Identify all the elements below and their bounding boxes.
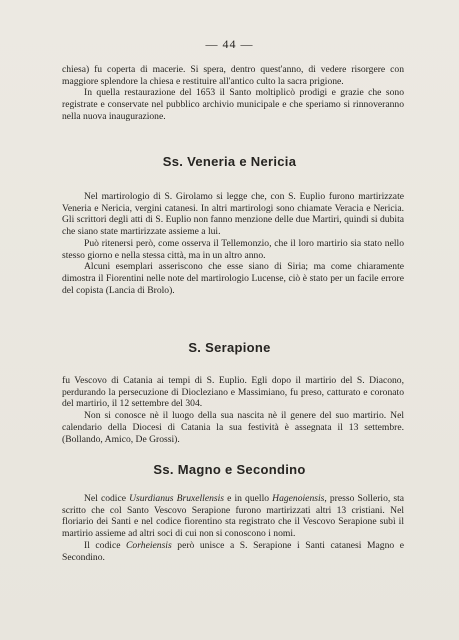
text-run: e in quello	[224, 493, 273, 504]
text-block-veneria-nericia	[62, 191, 404, 296]
paragraph: chiesa) fu coperta di macerie. Si spera, dentro quest'anno, di vedere risorgere con maggiore splendore la chiesa e restituire all'antico culto la sacra prigione.	[62, 64, 404, 87]
page-number: — 44 —	[205, 37, 254, 51]
paragraph: Alcuni esemplari asseriscono che esse siano di Siria; ma come chiaramente dimostra il Fiorentini nelle note del martirologio Lucense, ciò è stato per un facile errore del copista (Lancia di Brolo).	[62, 261, 404, 296]
paragraph: fu Vescovo di Catania ai tempi di S. Euplio. Egli dopo il martirio del S. Diacono, perdurando la persecuzione di Diocleziano e Massimiano, fu preso, catturato e coronato del martirio, il 12 settembre del 304.	[62, 375, 404, 410]
paragraph	[62, 540, 404, 563]
text-run: Nel codice	[84, 493, 130, 504]
section-heading-magno-secondino: Ss. Magno e Secondino	[153, 462, 306, 477]
section-heading-serapione: S. Serapione	[188, 340, 271, 355]
text-run: Il codice	[84, 539, 127, 551]
paragraph: Non si conosce nè il luogo della sua nascita nè il genere del suo martirio. Nel calendario della Diocesi di Catania la sua festività è assegnata il 13 settembre. (Bollando, Amico, De Grossi).	[62, 410, 404, 445]
paragraph	[62, 493, 404, 540]
text-block-serapione	[62, 375, 404, 445]
paragraph: Può ritenersi però, come osserva il Tellemonzio, che il loro martirio sia stato nello stesso giorno e nella stessa città, ma in un altro anno.	[62, 237, 404, 261]
italic-codex-title: Corheiensis	[126, 539, 172, 551]
paragraph: In quella restaurazione del 1653 il Santo moltiplicò prodigi e grazie che sono registrate e conservate nel pubblico archivio municipale e che speriamo si rinnoveranno nella nuova inaugurazione.	[62, 87, 404, 122]
text-run: però unisce a S. Serapione i Santi catanesi Magno e Secondino.	[62, 539, 404, 563]
section-heading-veneria-nericia: Ss. Veneria e Nericia	[162, 154, 297, 169]
text-block-intro	[62, 64, 404, 123]
paragraph: Nel martirologio di S. Girolamo si legge che, con S. Euplio furono martirizzate Veneria e Nericia, vergini catanesi. In altri martirologi sono chiamate Veracia e Nericia. Gli scrittori degli atti di S. Euplio non fanno menzione delle due Martiri, quindi si dubita che siano state martirizzate assieme a lui.	[62, 191, 404, 238]
text-run: , presso Sollerio, sta scritto che col Santo Vescovo Serapione furono martirizzati altri 13 cristiani. Nel floriario dei Santi e nel codice fiorentino sta registrato che il Vescovo Serapione subì il martirio assieme ad altri soci di cui non si conoscono i nomi.	[62, 493, 405, 540]
italic-codex-title: Usurdianus Bruxellensis	[129, 493, 225, 504]
italic-codex-title: Hagenoiensis	[272, 493, 325, 504]
text-block-magno-secondino	[62, 493, 404, 563]
